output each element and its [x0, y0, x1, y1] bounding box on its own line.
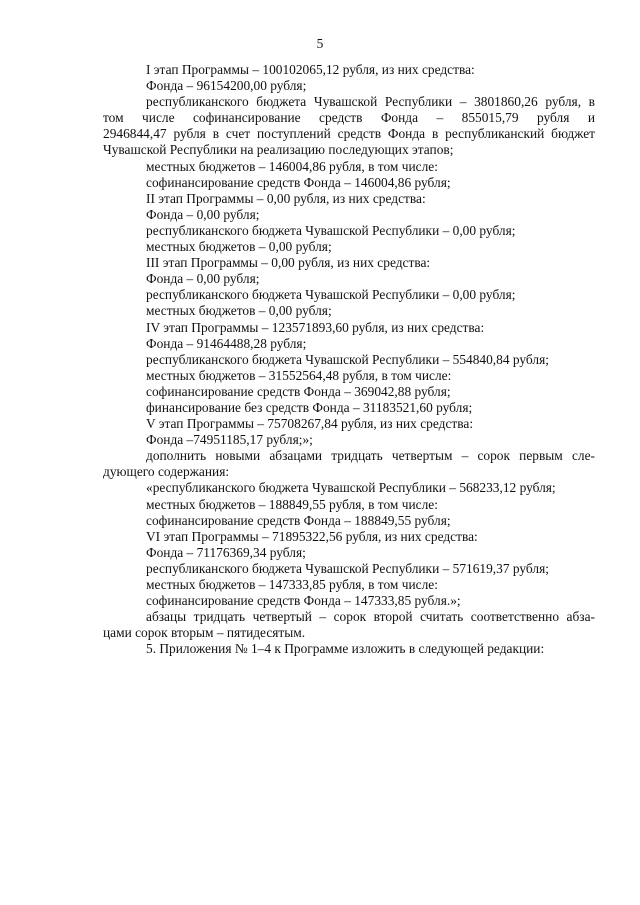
- text-line: IV этап Программы – 123571893,60 рубля, из них средства:: [146, 319, 485, 335]
- text-line: Чувашской Республики на реализацию последующих этапов;: [103, 142, 454, 158]
- text-line: республиканского бюджета Чувашской Республики – 3801860,26 рубля, в: [146, 94, 595, 110]
- text-line: том числе софинансирование средств Фонда – 855015,79 рубля и: [103, 110, 595, 126]
- text-line: республиканского бюджета Чувашской Республики – 0,00 рубля;: [146, 222, 516, 238]
- text-line: местных бюджетов – 146004,86 рубля, в том числе:: [146, 158, 438, 174]
- text-line: Фонда – 0,00 рубля;: [146, 206, 260, 222]
- text-line: Фонда – 96154200,00 рубля;: [146, 78, 307, 94]
- text-line: софинансирование средств Фонда – 146004,86 рубля;: [146, 174, 451, 190]
- text-line: цами сорок вторым – пятидесятым.: [103, 625, 306, 641]
- text-line: местных бюджетов – 0,00 рубля;: [146, 239, 332, 255]
- text-line: местных бюджетов – 31552564,48 рубля, в том числе:: [146, 367, 452, 383]
- text-line: 5. Приложения № 1–4 к Программе изложить в следующей редакции:: [146, 641, 545, 657]
- text-line: дополнить новыми абзацами тридцать четвертым – сорок первым сле-: [146, 448, 595, 464]
- text-line: абзацы тридцать четвертый – сорок второй считать соответственно абза-: [146, 609, 595, 625]
- page-number: 5: [316, 36, 324, 51]
- text-line: республиканского бюджета Чувашской Республики – 554840,84 рубля;: [146, 351, 549, 367]
- text-line: Фонда – 91464488,28 рубля;: [146, 335, 307, 351]
- text-line: дующего содержания:: [103, 464, 230, 480]
- text-line: I этап Программы – 100102065,12 рубля, из них средства:: [146, 62, 475, 77]
- text-line: финансирование без средств Фонда – 31183521,60 рубля;: [146, 399, 473, 415]
- text-line: местных бюджетов – 188849,55 рубля, в том числе:: [146, 496, 438, 512]
- text-line: местных бюджетов – 0,00 рубля;: [146, 303, 332, 319]
- text-line: софинансирование средств Фонда – 188849,55 рубля;: [146, 512, 451, 528]
- text-line: V этап Программы – 75708267,84 рубля, из них средства:: [146, 416, 474, 432]
- text-line: софинансирование средств Фонда – 369042,88 рубля;: [146, 383, 451, 399]
- text-line: VI этап Программы – 71895322,56 рубля, из них средства:: [146, 528, 478, 544]
- text-line: «республиканского бюджета Чувашской Республики – 568233,12 рубля;: [146, 480, 556, 496]
- document-body: [103, 62, 595, 657]
- text-line: 2946844,47 рубля в счет поступлений средств Фонда в республиканский бюджет: [103, 126, 595, 142]
- text-line: местных бюджетов – 147333,85 рубля, в том числе:: [146, 577, 438, 592]
- text-line: Фонда – 71176369,34 рубля;: [146, 544, 306, 560]
- text-line: Фонда – 0,00 рубля;: [146, 271, 260, 287]
- text-line: республиканского бюджета Чувашской Республики – 0,00 рубля;: [146, 287, 516, 303]
- text-line: III этап Программы – 0,00 рубля, из них средства:: [146, 255, 431, 271]
- text-line: II этап Программы – 0,00 рубля, из них средства:: [146, 190, 426, 206]
- text-line: софинансирование средств Фонда – 147333,85 рубля.»;: [146, 593, 461, 609]
- text-line: республиканского бюджета Чувашской Республики – 571619,37 рубля;: [146, 560, 549, 576]
- text-line: Фонда –74951185,17 рубля;»;: [146, 432, 313, 448]
